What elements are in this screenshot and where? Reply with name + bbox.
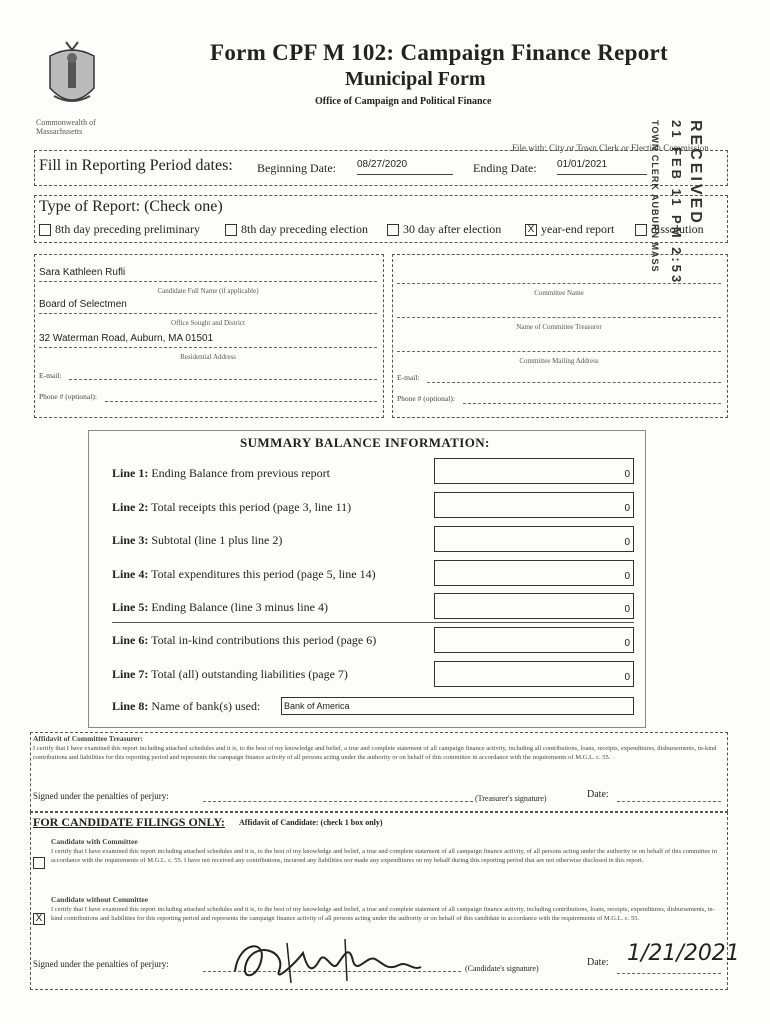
option-label: 8th day preceding preliminary (55, 222, 200, 236)
candidate-with-committee-title: Candidate with Committee (51, 837, 138, 846)
form-title: Form CPF M 102: Campaign Finance Report (210, 40, 668, 65)
residential-address-caption: Residential Address (180, 353, 236, 361)
candidate-phone-field[interactable] (105, 401, 377, 402)
treasurer-affidavit-section (30, 732, 728, 812)
commonwealth-seal (42, 40, 102, 118)
candidate-affidavit-section (30, 812, 740, 990)
candidate-signed-label: Signed under the penalties of perjury: (33, 959, 169, 969)
candidate-without-committee-title: Candidate without Committee (51, 895, 149, 904)
summary-line (112, 699, 260, 714)
candidate-filings-heading: FOR CANDIDATE FILINGS ONLY: (33, 815, 225, 829)
summary-line (112, 533, 282, 548)
line-value-field[interactable]: 0 (434, 526, 634, 552)
summary-line (112, 633, 376, 648)
line-number: Line 1: (112, 466, 149, 480)
office-sought-field[interactable]: Board of Selectmen (39, 299, 377, 314)
summary-line (112, 667, 348, 682)
option-label: 30 day after election (403, 222, 502, 236)
office-sought-caption: Office Sought and District (171, 319, 245, 327)
line-desc: Name of bank(s) used: (151, 699, 261, 713)
committee-mailing-caption: Committee Mailing Address (519, 357, 599, 365)
candidate-info-section (34, 254, 384, 418)
stamp-line-date: 21 FEB 11 PM 2:53 (669, 120, 684, 286)
option-label: dissolution (651, 222, 704, 236)
report-type-option[interactable] (39, 222, 200, 237)
line-desc: Ending Balance (line 3 minus line 4) (151, 600, 328, 614)
seal-caption: Commonwealth of Massachusetts (36, 118, 96, 136)
line-desc: Total in-kind contributions this period (page 6) (151, 633, 377, 647)
treasurer-affidavit-text: I certify that I have examined this report including attached schedules and it is, to the best of my knowledge and belief, a true and complete statement of all campaign finance activity, including all contributions, loans, receipts, expenditures, disbursements, in-kind contributions and liabilities for this reporting period and represents the campaign finance activity of all persons acting under the authority or on behalf of this committee in accordance with the requirements of M.G.L. c. 55. (33, 745, 717, 761)
candidate-email-label: E-mail: (39, 371, 62, 380)
period-label: Fill in Reporting Period dates: (39, 157, 233, 174)
residential-address-field[interactable]: 32 Waterman Road, Auburn, MA 01501 (39, 333, 377, 348)
line-value-field[interactable]: 0 (434, 492, 634, 518)
option-label: year-end report (541, 222, 615, 236)
committee-treasurer-field[interactable] (397, 317, 721, 318)
candidate-name-field[interactable]: Sara Kathleen Rufli (39, 267, 377, 282)
committee-email-label: E-mail: (397, 373, 420, 382)
ending-date-field[interactable]: 01/01/2021 (557, 159, 647, 175)
beginning-date-field[interactable]: 08/27/2020 (357, 159, 453, 175)
received-stamp (640, 120, 710, 290)
candidate-date-field[interactable] (617, 973, 721, 974)
summary-title: SUMMARY BALANCE INFORMATION: (240, 435, 490, 450)
reporting-period-section (34, 150, 728, 186)
line-number: Line 5: (112, 600, 149, 614)
candidate-signature (227, 931, 427, 987)
line-desc: Subtotal (line 1 plus line 2) (151, 533, 283, 547)
candidate-email-field[interactable] (69, 379, 377, 380)
committee-phone-field[interactable] (463, 403, 721, 404)
candidate-phone-label: Phone # (optional): (39, 392, 97, 401)
treasurer-date-label: Date: (587, 789, 609, 800)
candidate-date-value: 1/21/2021 (627, 941, 740, 966)
line-number: Line 7: (112, 667, 149, 681)
report-type-option[interactable] (387, 222, 501, 237)
line-value-field[interactable]: 0 (434, 593, 634, 619)
option-label: 8th day preceding election (241, 222, 368, 236)
checkbox[interactable] (39, 224, 51, 236)
summary-line (112, 567, 376, 582)
report-type-section (34, 195, 728, 243)
line-value-field[interactable]: 0 (434, 661, 634, 687)
line-number: Line 6: (112, 633, 149, 647)
committee-mailing-field[interactable] (397, 351, 721, 352)
candidate-with-committee-checkbox[interactable] (33, 857, 45, 869)
checkbox[interactable]: X (525, 224, 537, 236)
line-value-field[interactable]: 0 (434, 627, 634, 653)
treasurer-signature-caption: (Treasurer's signature) (475, 794, 547, 803)
line-value-field[interactable]: 0 (434, 458, 634, 484)
line-desc: Total receipts this period (page 3, line 11) (151, 500, 352, 514)
treasurer-signed-label: Signed under the penalties of perjury: (33, 791, 169, 801)
candidate-without-committee-checkbox[interactable]: X (33, 913, 45, 925)
report-type-label: Type of Report: (Check one) (39, 198, 223, 215)
candidate-signature-caption: (Candidate's signature) (465, 964, 539, 973)
line-value-field[interactable]: 0 (434, 560, 634, 586)
committee-phone-label: Phone # (optional): (397, 394, 455, 403)
summary-line (112, 600, 328, 615)
stamp-line-town: TOWN CLERK AUBURN MASS (650, 120, 660, 273)
line-desc: Total expenditures this period (page 5, line 14) (151, 567, 376, 581)
bank-name-field[interactable]: Bank of America (281, 697, 634, 715)
line-desc: Total (all) outstanding liabilities (page 7) (151, 667, 348, 681)
summary-divider (112, 622, 634, 623)
beginning-date-label: Beginning Date: (257, 161, 336, 175)
form-subtitle: Municipal Form (345, 68, 486, 90)
checkbox[interactable] (225, 224, 237, 236)
report-type-option[interactable] (225, 222, 368, 237)
office-name: Office of Campaign and Political Finance (315, 96, 492, 107)
candidate-affidavit-subheading: Affidavit of Candidate: (check 1 box only) (239, 818, 383, 827)
file-with-note: File with: City or Town Clerk or Election Commission (512, 143, 709, 153)
line-number: Line 8: (112, 699, 149, 713)
treasurer-date-field[interactable] (617, 801, 721, 802)
report-type-option[interactable] (525, 222, 614, 237)
candidate-without-committee-text: I certify that I have examined this report including attached schedules and it is, to the best of my knowledge and belief, a true and complete statement of all campaign finance activity, including contributions, loans, receipts, expenditures, disbursements, in-kind contributions and liabilities for this reporting period and represents the campaign finance activity of all persons acting under the authority or on behalf of this candidate in accordance with the requirements of M.G.L. c. 55. (51, 906, 715, 922)
line-desc: Ending Balance from previous report (151, 466, 330, 480)
stamp-line-received: RECEIVED (687, 120, 704, 226)
ending-date-label: Ending Date: (473, 161, 537, 175)
treasurer-affidavit-title: Affidavit of Committee Treasurer: (33, 734, 144, 743)
candidate-name-caption: Candidate Full Name (if applicable) (157, 287, 259, 295)
candidate-with-committee-text: I certify that I have examined this report including attached schedules and it is, to the best of my knowledge and belief, a true and complete statement of all campaign finance activity, of all persons acting under the authority or on behalf of this committee in accordance with the requirements of M.G.L. c. 55. I have not received any contributions, incurred any liabilities nor made any expenditures on my behalf during this reporting period that are not otherwise disclosed in this report. (51, 848, 717, 864)
line-number: Line 3: (112, 533, 149, 547)
summary-line (112, 466, 330, 481)
checkbox[interactable] (387, 224, 399, 236)
candidate-date-label: Date: (587, 957, 609, 968)
committee-name-caption: Committee Name (534, 289, 584, 297)
committee-email-field[interactable] (427, 382, 721, 383)
line-number: Line 4: (112, 567, 149, 581)
committee-treasurer-caption: Name of Committee Treasurer (516, 323, 602, 331)
line-number: Line 2: (112, 500, 149, 514)
treasurer-signature-field[interactable] (203, 801, 473, 802)
summary-line (112, 500, 351, 515)
